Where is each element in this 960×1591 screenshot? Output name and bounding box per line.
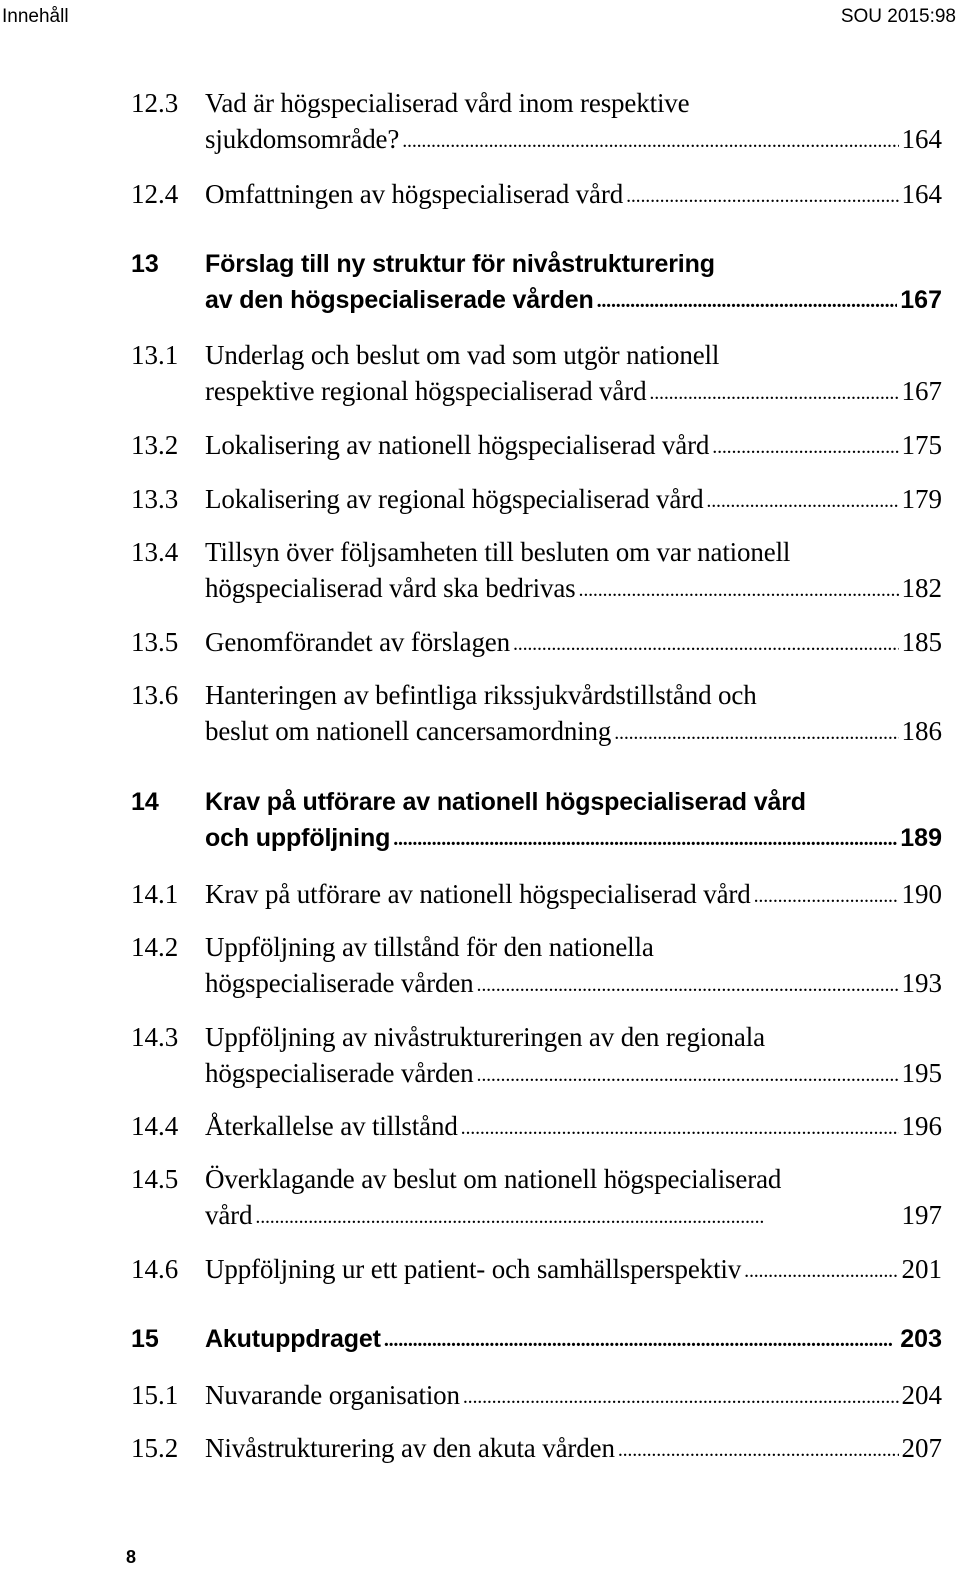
dot-leader xyxy=(461,1117,899,1140)
toc-entry-title: respektive regional högspecialiserad vård xyxy=(205,376,647,406)
toc-entry-number: 14 xyxy=(131,788,159,816)
toc-entry-page: 193 xyxy=(901,968,942,998)
dot-leader xyxy=(618,1439,899,1462)
toc-entry-page: 167 xyxy=(900,286,942,314)
dot-leader xyxy=(614,722,898,745)
toc-entry-page: 195 xyxy=(901,1058,942,1088)
toc-entry-line xyxy=(205,968,942,1004)
toc-entry-number: 13.2 xyxy=(131,430,179,460)
toc-entry-number: 13.4 xyxy=(131,537,179,567)
toc-entry-title: Uppföljning av nivåstruktureringen av den regionala xyxy=(205,1022,765,1052)
dot-leader xyxy=(463,1386,899,1409)
toc-entry-title: Genomförandet av förslagen xyxy=(205,627,510,657)
dot-leader xyxy=(597,290,898,313)
toc-entry-page: 164 xyxy=(901,124,942,154)
toc-entry-page: 186 xyxy=(901,716,942,746)
toc-entry-number: 13.1 xyxy=(131,340,179,370)
toc-entry-page: 190 xyxy=(901,879,942,909)
toc-entry-number: 12.4 xyxy=(131,179,179,209)
toc-entry-line xyxy=(205,430,942,466)
dot-leader xyxy=(255,1206,898,1229)
toc-entry-page: 179 xyxy=(901,484,942,514)
toc-entry-page: 185 xyxy=(901,627,942,657)
toc-entry-line xyxy=(205,376,942,412)
toc-entry-number: 14.4 xyxy=(131,1111,179,1141)
toc-entry-number: 13.5 xyxy=(131,627,179,657)
toc-entry-number: 14.1 xyxy=(131,879,179,909)
toc-entry-number: 13 xyxy=(131,250,159,278)
page-number: 8 xyxy=(126,1547,137,1567)
toc-entry-number: 13.6 xyxy=(131,680,179,710)
toc-entry-number: 14.3 xyxy=(131,1022,179,1052)
toc-entry-title: högspecialiserade vården xyxy=(205,1058,474,1088)
toc-entry-title: Hanteringen av befintliga rikssjukvårdstillstånd och xyxy=(205,680,757,710)
toc-entry-line xyxy=(205,1254,942,1290)
toc-entry-line xyxy=(205,680,942,716)
toc-entry-title: Uppföljning ur ett patient- och samhällsperspektiv xyxy=(205,1254,742,1284)
toc-entry-title: Nivåstrukturering av den akuta vården xyxy=(205,1433,615,1463)
toc-entry-line xyxy=(205,573,942,609)
toc-entry-title: av den högspecialiserade vården xyxy=(205,286,594,314)
dot-leader xyxy=(477,974,899,997)
toc-entry-title: Återkallelse av tillstånd xyxy=(205,1111,458,1141)
toc-entry-page: 182 xyxy=(901,573,942,603)
toc-entry-number: 15 xyxy=(131,1325,159,1353)
toc-entry-page: 167 xyxy=(901,376,942,406)
toc-entry-line xyxy=(205,179,942,215)
toc-entry-title: Lokalisering av regional högspecialiserad vård xyxy=(205,484,704,514)
dot-leader xyxy=(706,490,898,513)
dot-leader xyxy=(744,1260,898,1283)
toc-entry-title: sjukdomsområde? xyxy=(205,124,400,154)
dot-leader xyxy=(402,130,898,153)
running-header-report-id: SOU 2015:98 xyxy=(840,6,956,27)
toc-entry-title: Krav på utförare av nationell högspecialiserad vård xyxy=(205,788,806,816)
toc-entry-title: Nuvarande organisation xyxy=(205,1380,460,1410)
dot-leader xyxy=(649,382,898,405)
running-header-section: Innehåll xyxy=(2,6,69,27)
toc-entry-page: 197 xyxy=(901,1200,942,1230)
toc-entry-line xyxy=(205,879,942,915)
toc-entry-title: Lokalisering av nationell högspecialiserad vård xyxy=(205,430,710,460)
toc-entry-title: Akutuppdraget xyxy=(205,1325,381,1353)
toc-entry-title: beslut om nationell cancersamordning xyxy=(205,716,612,746)
toc-entry-page: 201 xyxy=(901,1254,942,1284)
toc-entry-line xyxy=(205,788,942,824)
toc-entry-line xyxy=(205,627,942,663)
toc-entry-line xyxy=(205,537,942,573)
toc-entry-title: Förslag till ny struktur för nivåstrukturering xyxy=(205,250,715,278)
toc-entry-line xyxy=(205,484,942,520)
toc-entry-line xyxy=(205,1433,942,1469)
toc-entry-line xyxy=(205,716,942,752)
dot-leader xyxy=(513,633,899,656)
toc-entry-title: Tillsyn över följsamheten till besluten om var nationell xyxy=(205,537,791,567)
toc-entry-title: Underlag och beslut om vad som utgör nationell xyxy=(205,340,720,370)
toc-entry-page: 203 xyxy=(900,1325,942,1353)
toc-entry-title: Uppföljning av tillstånd för den nationella xyxy=(205,932,654,962)
toc-entry-line xyxy=(205,1111,942,1147)
toc-entry-line xyxy=(205,1058,942,1094)
dot-leader xyxy=(712,436,898,459)
toc-entry-page: 164 xyxy=(901,179,942,209)
toc-entry-title: Omfattningen av högspecialiserad vård xyxy=(205,179,624,209)
toc-entry-title: högspecialiserad vård ska bedrivas xyxy=(205,573,576,603)
toc-entry-line xyxy=(205,250,942,286)
toc-entry-page: 175 xyxy=(901,430,942,460)
dot-leader xyxy=(579,579,899,602)
toc-entry-number: 14.2 xyxy=(131,932,179,962)
toc-entry-line xyxy=(205,1164,942,1200)
toc-entry-line xyxy=(205,124,942,160)
toc-entry-number: 14.6 xyxy=(131,1254,179,1284)
toc-entry-number: 15.2 xyxy=(131,1433,179,1463)
dot-leader xyxy=(393,828,897,851)
toc-entry-title: högspecialiserade vården xyxy=(205,968,474,998)
toc-entry-line xyxy=(205,88,942,124)
toc-entry-title: och uppföljning xyxy=(205,824,391,852)
toc-entry-page: 189 xyxy=(900,824,942,852)
dot-leader xyxy=(384,1329,897,1352)
toc-entry-page: 204 xyxy=(901,1380,942,1410)
toc-entry-title: Överklagande av beslut om nationell högspecialiserad xyxy=(205,1164,782,1194)
toc-entry-line xyxy=(205,1325,942,1361)
toc-entry-number: 13.3 xyxy=(131,484,179,514)
toc-entry-number: 15.1 xyxy=(131,1380,179,1410)
toc-entry-line xyxy=(205,286,942,322)
dot-leader xyxy=(626,185,898,208)
toc-entry-title: Vad är högspecialiserad vård inom respektive xyxy=(205,88,690,118)
toc-entry-line xyxy=(205,824,942,860)
toc-entry-title: Krav på utförare av nationell högspecialiserad vård xyxy=(205,879,751,909)
toc-entry-title: vård xyxy=(205,1200,253,1230)
toc-entry-line xyxy=(205,1200,942,1236)
toc-entry-page: 207 xyxy=(901,1433,942,1463)
toc-entry-number: 12.3 xyxy=(131,88,179,118)
toc-entry-number: 14.5 xyxy=(131,1164,179,1194)
toc-entry-line xyxy=(205,340,942,376)
dot-leader xyxy=(477,1064,899,1087)
toc-entry-line xyxy=(205,932,942,968)
toc-entry-page: 196 xyxy=(901,1111,942,1141)
dot-leader xyxy=(754,885,899,908)
toc-entry-line xyxy=(205,1022,942,1058)
toc-entry-line xyxy=(205,1380,942,1416)
